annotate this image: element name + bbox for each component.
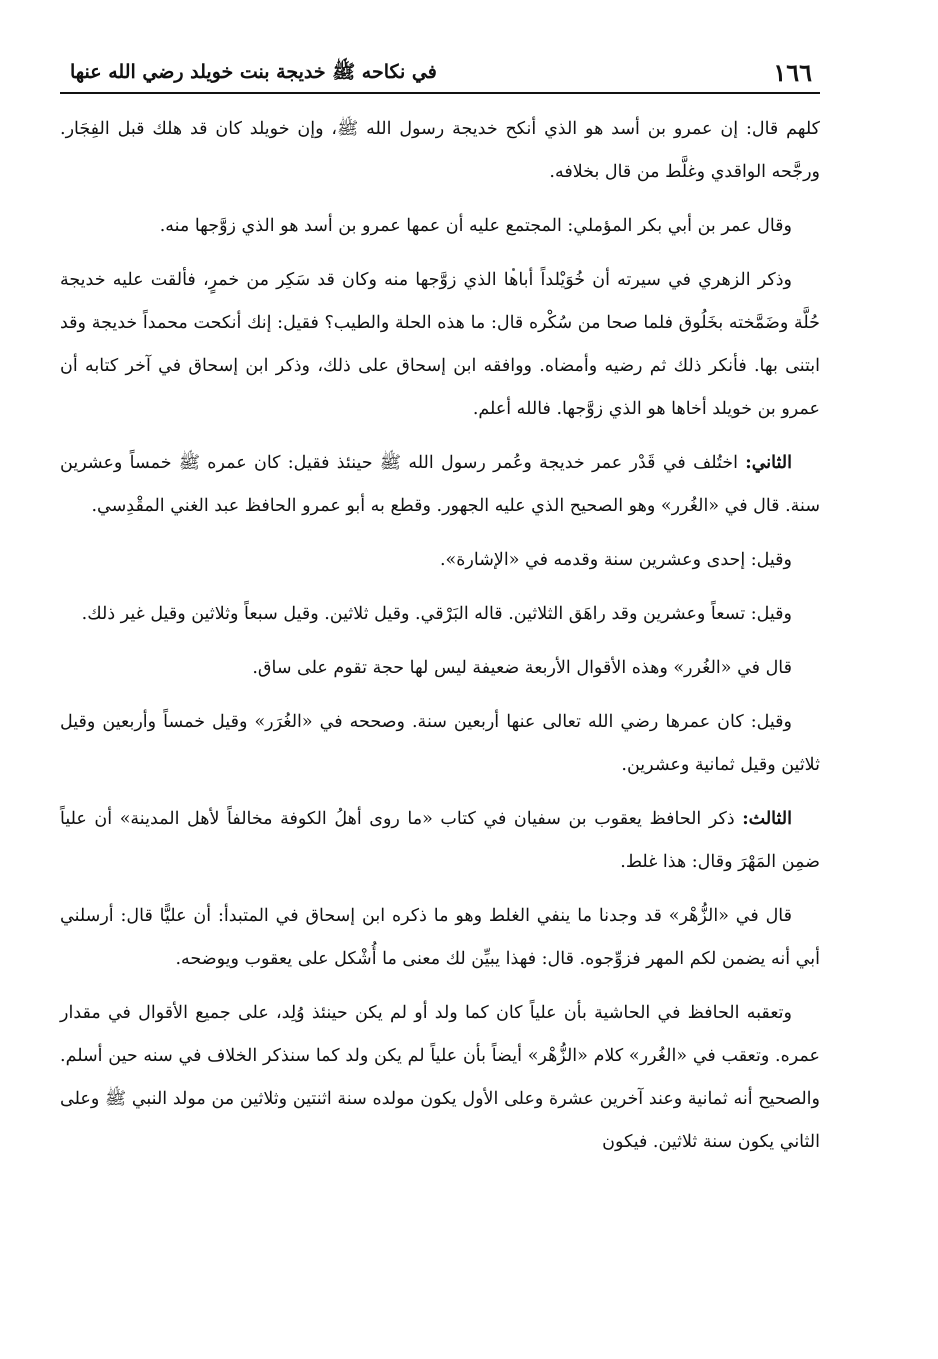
page-header — [60, 48, 820, 94]
paragraph-text: قال في «الغُرر» وهذه الأقوال الأربعة ضعيفة ليس لها حجة تقوم على ساق. — [252, 658, 792, 678]
page-number: ١٦٦ — [773, 58, 812, 87]
running-title: في نكاحه ﷺ خديجة بنت خويلد رضي الله عنها — [70, 61, 437, 83]
paragraph — [60, 539, 820, 582]
paragraph-text: وذكر الزهري في سيرته أن خُوَيْلداً أباها الذي زوَّجها منه وكان قد سَكِر من خمرٍ، فألقت عليه خديجة حُلَّة وضَمَّخته بخَلُوق فلما صحا من سُكْره قال: ما هذه الحلة والطيب؟ فقيل: إنك أنكحت محمداً خديجة وقد ابتنى بها. فأنكر ذلك ثم رضيه وأمضاه. ووافقه ابن إسحاق على ذلك، وذكر ابن إسحاق في آخر كتابه أن عمرو بن خويلد أخاها هو الذي زوَّجها. فالله أعلم. — [60, 270, 820, 419]
paragraph-text: وقيل: تسعاً وعشرين وقد راهَق الثلاثين. قاله البَرْقي. وقيل ثلاثين. وقيل سبعاً وثلاثين وقيل غير ذلك. — [81, 604, 792, 624]
paragraph-text: قال في «الزُّهْر» قد وجدنا ما ينفي الغلط وهو ما ذكره ابن إسحاق في المتبدأ: أن عليًّا قال: أرسلني أبي أنه يضمن لكم المهر فزوِّجوه. قال: فهذا يبيِّن لك معنى ما أُشْكل على يعقوب ويوضحه. — [60, 906, 820, 969]
paragraph-text: وقيل: إحدى وعشرين سنة وقدمه في «الإشارة». — [439, 550, 792, 570]
paragraph — [60, 647, 820, 690]
paragraph — [60, 895, 820, 981]
paragraph — [60, 205, 820, 248]
paragraph-lead: الثاني: — [745, 453, 792, 473]
paragraph — [60, 701, 820, 787]
paragraph-lead: الثالث: — [742, 809, 792, 829]
paragraph-text: وتعقبه الحافظ في الحاشية بأن علياً كان كما ولد أو لم يكن حينئذ وُلِد، على جميع الأقوال في مقدار عمره. وتعقب في «الغُرر» كلام «الزُّهْر» أيضاً بأن علياً لم يكن ولد كما سنذكر الخلاف في سنه حين أسلم. والصحيح أنه ثمانية وعند آخرين عشرة وعلى الأول يكون مولده سنة اثنتين وثلاثين من مولد النبي ﷺ وعلى الثاني يكون سنة ثلاثين. فيكون — [60, 1003, 820, 1152]
paragraph-text: كلهم قال: إن عمرو بن أسد هو الذي أنكح خديجة رسول الله ﷺ، وإن خويلد كان قد هلك قبل الفِجَار. ورجَّحه الواقدي وغلَّط من قال بخلافه. — [60, 119, 820, 182]
paragraph — [60, 108, 820, 194]
paragraph — [60, 593, 820, 636]
paragraph-text: وقال عمر بن أبي بكر المؤملي: المجتمع عليه أن عمها عمرو بن أسد هو الذي زوَّجها منه. — [159, 216, 792, 236]
paragraph — [60, 442, 820, 528]
paragraph-text: وقيل: كان عمرها رضي الله تعالى عنها أربعين سنة. وصححه في «الغُرَر» وقيل خمساً وأربعين وقيل ثلاثين وقيل ثمانية وعشرين. — [60, 712, 820, 775]
paragraph-text: ذكر الحافظ يعقوب بن سفيان في كتاب «ما روى أهلُ الكوفة مخالفاً لأهل المدينة» أن علياً ضمِن المَهْرَ وقال: هذا غلط. — [60, 809, 820, 872]
paragraph — [60, 992, 820, 1164]
paragraph — [60, 259, 820, 431]
paragraph-text: اختُلف في قَدْر عمر خديجة وعُمر رسول الله ﷺ حينئذ فقيل: كان عمره ﷺ خمساً وعشرين سنة. قال في «الغُرر» وهو الصحيح الذي عليه الجهور. وقطع به أبو عمرو الحافظ عبد الغني المقْدِسي. — [60, 453, 820, 516]
paragraph — [60, 798, 820, 884]
body-text — [60, 108, 820, 1175]
